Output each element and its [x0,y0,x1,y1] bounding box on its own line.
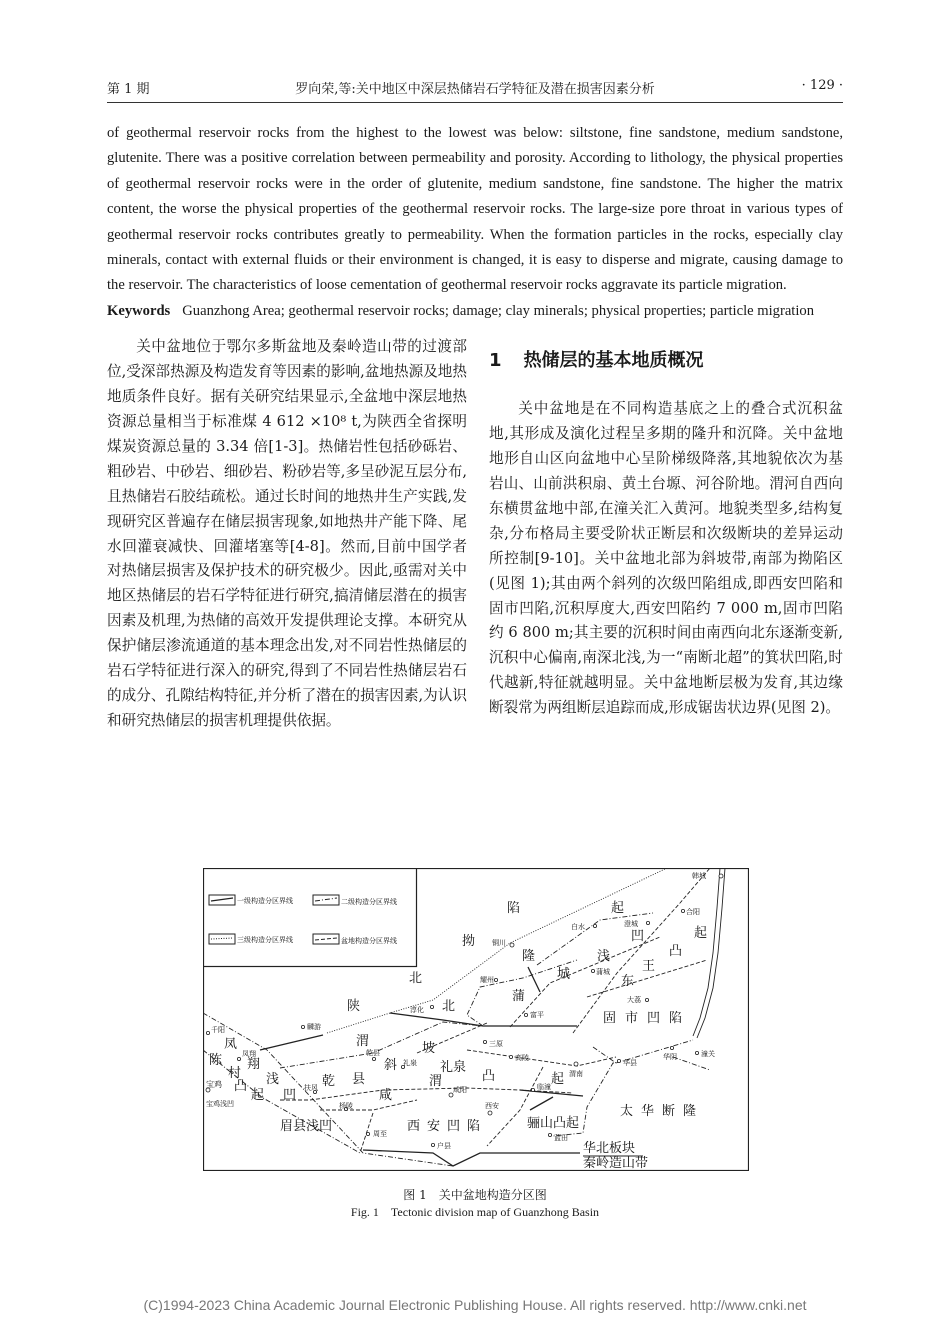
map-label: 斜 [384,1058,398,1073]
map-label: 凹 [283,1088,297,1103]
map-label: 凸 [482,1069,496,1084]
two-column-body [107,335,843,734]
map-label: 杨陵 [339,1102,353,1110]
map-label: 淳化 [410,1006,424,1014]
map-label: 隆 [522,949,536,964]
map-label: 礼泉 [403,1059,417,1067]
map-label: 韩城 [692,872,706,880]
map-label: 固市凹陷 [603,1011,692,1026]
map-label: 乾 [322,1074,336,1089]
map-label: 东 [621,974,635,989]
section-number: 1 [489,350,502,372]
keywords-text: Guanzhong Area; geothermal reservoir rocks; damage; clay minerals; physical properties; particle migration [182,302,815,319]
figure-caption-en: Fig. 1 Tectonic division map of Guanzhong Basin [350,1205,600,1219]
header-rule [107,102,843,103]
intro-column [107,335,467,734]
journal-issue: 第 1 期 [107,82,150,97]
running-title: 罗向荣,等:关中地区中深层热储岩石学特征及潜在损害因素分析 [295,82,655,97]
map-label: 凸 [234,1079,248,1094]
map-label: 富平 [530,1011,544,1019]
keywords [107,299,843,324]
map-label: 拗 [462,934,476,949]
page-number: · 129 · [801,78,843,93]
map-label: 城 [557,967,571,982]
map-label: 华阴 [663,1053,677,1061]
map-label: 临潼 [537,1083,551,1091]
keywords-label: Keywords [107,302,171,319]
map-label: 凤翔 [242,1050,256,1058]
legend-item: 二级构造分区界线 [341,898,397,906]
map-label: 三原 [489,1040,503,1048]
map-label: 凤 [224,1037,238,1052]
map-label: 千阳 [211,1026,225,1034]
map-label: 澄城 [624,920,638,928]
map-label: 耀州 [480,976,494,984]
map-label: 宝鸡 [206,1080,222,1089]
section-body [489,397,843,721]
copyright-footer: (C)1994-2023 China Academic Journal Electronic Publishing House. All rights reserved. http://www.cnki.net [143,1297,807,1313]
legend-item: 盆地构造分区界线 [341,937,397,945]
map-label: 太华断隆 [620,1104,705,1119]
abstract-text: of geothermal reservoir rocks from the highest to the lowest was below: siltstone, fine sandstone, medium sandstone, glutenite. There was a positive correlation between permeability and porosity. According to lithology, the physical properties of geothermal reservoir rocks were in the order of glutenite, medium sandstone, fine sandstone. The higher the matrix content, the worse the physical properties of the geothermal reservoir rocks. The large-size pore throat in various types of geothermal reservoir rocks contributes greatly to permeability. When the formation particles in the rocks, especially clay minerals, contact with external fluids or their environment is changed, it is easy to disperse and migrate, causing damage to the reservoir. The characteristics of loose cementation of geothermal reservoir rocks aggravate its particle migration. [107,125,843,294]
map-label: 渭 [429,1074,443,1089]
map-label: 浅 [597,949,611,964]
map-label: 咸阳 [453,1086,467,1094]
map-label: 秦岭造山带 [583,1156,649,1171]
map-label: 礼泉 [440,1060,467,1075]
map-label: 户县 [437,1142,451,1150]
english-abstract [107,121,843,324]
body-flow [107,121,843,734]
map-label: 蒲 [512,989,526,1004]
legend-item: 一级构造分区界线 [237,897,293,905]
map-label: 咸 [379,1088,393,1103]
map-label: 浅 [266,1072,280,1087]
map-label: 起 [251,1088,265,1103]
map-label: 铜川 [492,939,506,947]
map-label: 合阳 [686,908,700,916]
map-label: 北 [409,971,423,986]
map-label: 骊山凸起 [527,1116,580,1131]
map-label: 乾县 [366,1049,380,1057]
section-column [489,335,843,734]
map-label: 北 [442,999,456,1014]
map-label: 陷 [507,901,521,916]
map-label: 起 [694,926,708,941]
section-title: 热储层的基本地质概况 [523,350,704,372]
map-label: 眉县浅凹 [280,1119,333,1134]
map-label: 陈 [209,1053,223,1068]
map-label: 陕 [347,999,361,1014]
map-label: 华北板块 [583,1141,636,1156]
map-label: 麟游 [307,1023,321,1031]
map-label: 周至 [373,1130,387,1138]
intro-paragraph: 关中盆地位于鄂尔多斯盆地及秦岭造山带的过渡部位,受深部热源及构造发育等因素的影响,盆地热源及地热地质条件良好。据有关研究结果显示,全盆地中深层地热资源总量相当于标准煤 4 612 ×10⁸ t,为陕西全省探明煤炭资源总量的 3.34 倍[1-3]。热储岩性包括砂砾岩、粗砂岩、中砂岩、细砂岩、粉砂岩等,多呈砂泥互层分布,且热储岩石胶结疏松。通过长时间的地热井生产实践,发现研究区普遍存在储层损害现象,如地热井产能下降、尾水回灌衰减快、回灌堵塞等[4-8]。然而,目前中国学者对热储层损害及保护技术的研究极少。因此,亟需对关中地区热储层的岩石学特征进行研究,搞清储层潜在的损害因素及机理,为热储的高效开发提供理论支撑。本研究从保护储层渗流通道的基本理念出发,对不同岩性热储层的岩石学特征进行深入的研究,得到了不同岩性热储层岩石的成分、孔隙结构特征,并分析了潜在的损害因素,为认识和研究热储层的损害机理提供依据。 [107,338,467,729]
map-label: 翔 [247,1057,261,1072]
map-label: 村 [228,1066,242,1081]
map-label: 渭南 [569,1070,583,1078]
section-paragraph: 关中盆地是在不同构造基底之上的叠合式沉积盆地,其形成及演化过程呈多期的隆升和沉降。关中盆地地形自山区向盆地中心呈阶梯级降落,其地貌依次为基岩山、山前洪积扇、黄土台塬、河谷阶地。渭河自西向东横贯盆地中部,在潼关汇入黄河。地貌类型多,结构复杂,分布格局主要受阶状正断层和次级断块的差异运动所控制[9-10]。关中盆地北部为斜坡带,南部为拗陷区(见图 1);其由两个斜列的次级凹陷组成,即西安凹陷和固市凹陷,沉积厚度大,西安凹陷约 7 000 m,固市凹陷约 6 800 m;其主要的沉积时间由南西向北东逐渐变新,沉积中心偏南,南深北浅,为一“南断北超”的箕状凹陷,时代越新,特征就越明显。关中盆地断层极为发育,其边缘断裂常为两组断层追踪而成,形成锯齿状边界(见图 2)。 [489,400,843,717]
map-label: 宝鸡浅凹 [206,1100,234,1108]
map-label: 白水 [571,923,585,931]
section-heading [489,349,843,373]
map-legend [204,869,417,967]
map-label: 起 [551,1072,565,1087]
map-label: 高陵 [515,1054,529,1062]
map-label: 蓝田 [554,1134,568,1142]
map-label: 王 [642,959,656,974]
map-label: 华县 [623,1059,637,1067]
map-label: 渭 [356,1034,370,1049]
map-label: 扶风 [304,1084,318,1092]
map-label: 坡 [422,1041,436,1056]
map-label: 大荔 [627,996,641,1004]
figure-caption-cn: 图 1 关中盆地构造分区图 [403,1188,547,1202]
map-label: 蒲城 [596,968,610,976]
map-label: 凹 [631,929,645,944]
map-label: 凸 [669,944,683,959]
map-label: 县 [352,1072,366,1087]
map-label: 潼关 [701,1050,715,1058]
legend-item: 三级构造分区界线 [237,936,293,944]
tectonic-map [203,868,749,1171]
map-label: 起 [611,901,625,916]
map-label: 西安凹陷 [407,1119,488,1134]
map-label: 西安 [485,1102,499,1110]
